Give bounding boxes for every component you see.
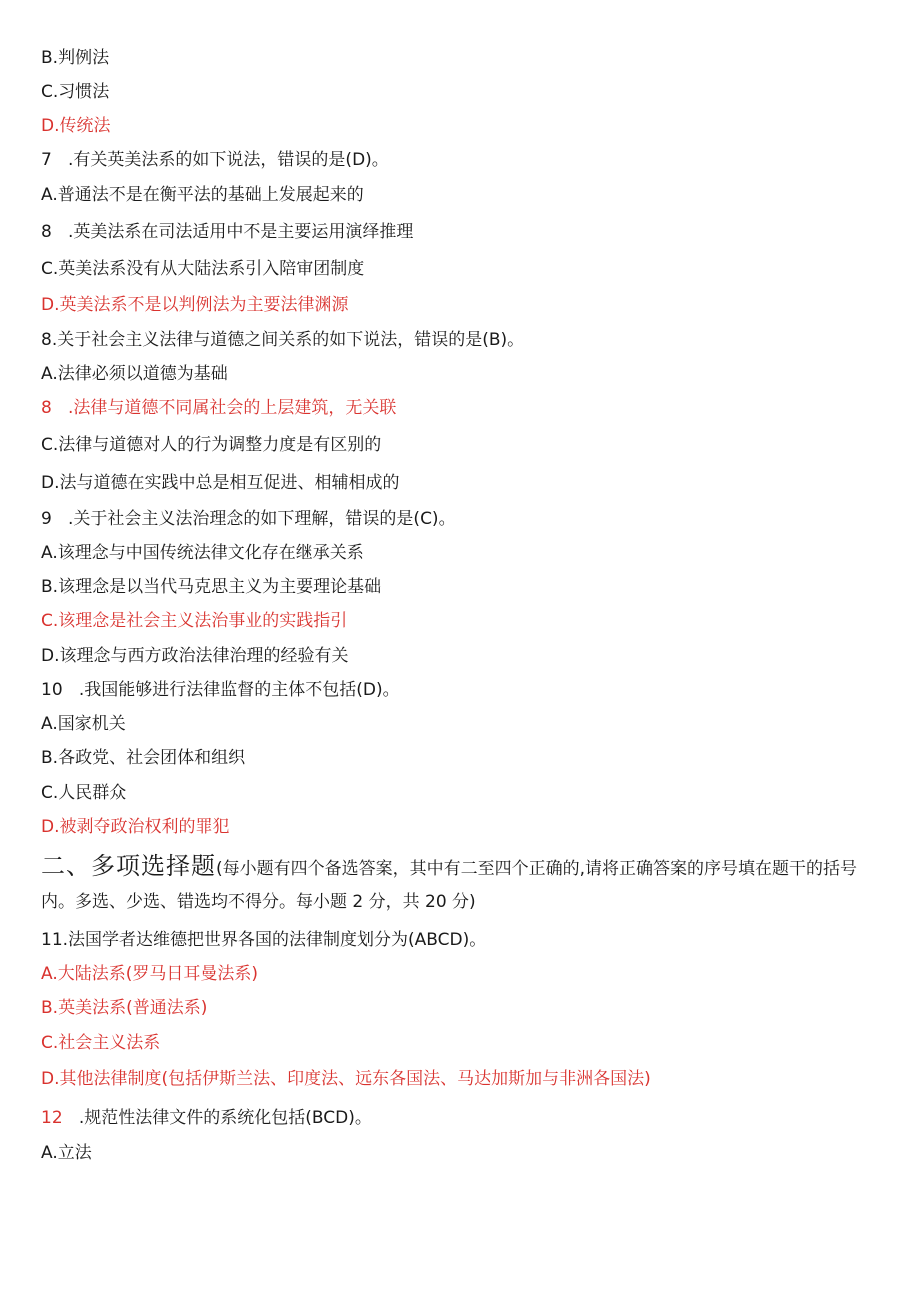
section-note: (每小题有四个备选答案，其中有二至四个正确的,请将正确答案的序号填在题干的括号内。多选、少选、错选均不得分。每小题 2 分，共 20 分) — [41, 859, 858, 912]
option-line: D.该理念与西方政治法律治理的经验有关 — [41, 646, 349, 666]
question-line: 8.关于社会主义法律与道德之间关系的如下说法，错误的是(B)。 — [41, 330, 525, 350]
section-title: 二、多项选择题 — [41, 852, 216, 880]
option-line: A.国家机关 — [41, 714, 126, 734]
answer-line: D.传统法 — [41, 116, 111, 136]
option-line: A.立法 — [41, 1143, 92, 1163]
question-line: 11.法国学者达维德把世界各国的法律制度划分为(ABCD)。 — [41, 930, 487, 950]
question-line: 9 .关于社会主义法治理念的如下理解，错误的是(C)。 — [41, 509, 456, 529]
option-line: 8 .英美法系在司法适用中不是主要运用演绎推理 — [41, 222, 414, 242]
option-line: C.法律与道德对人的行为调整力度是有区别的 — [41, 435, 382, 455]
answer-line: 8 .法律与道德不同属社会的上层建筑，无关联 — [41, 398, 397, 418]
question-line: 10 .我国能够进行法律监督的主体不包括(D)。 — [41, 680, 400, 700]
answer-line: D.英美法系不是以判例法为主要法律渊源 — [41, 295, 349, 315]
question-line: 7 .有关英美法系的如下说法，错误的是(D)。 — [41, 150, 389, 170]
section-heading-block — [41, 850, 886, 919]
option-line: D.法与道德在实践中总是相互促进、相辅相成的 — [41, 473, 400, 493]
option-line: A.普通法不是在衡平法的基础上发展起来的 — [41, 185, 364, 205]
option-line: A.该理念与中国传统法律文化存在继承关系 — [41, 543, 364, 563]
answer-line: D.被剥夺政治权利的罪犯 — [41, 817, 230, 837]
question-text: .规范性法律文件的系统化包括(BCD)。 — [62, 1108, 372, 1128]
option-line: B.判例法 — [41, 48, 110, 68]
question-number-line — [41, 1107, 372, 1129]
answer-line: C.社会主义法系 — [41, 1033, 161, 1053]
option-line: C.人民群众 — [41, 783, 127, 803]
option-line: B.该理念是以当代马克思主义为主要理论基础 — [41, 577, 382, 597]
answer-line: D.其他法律制度(包括伊斯兰法、印度法、远东各国法、马达加斯加与非洲各国法) — [41, 1069, 651, 1089]
question-number: 12 — [41, 1108, 63, 1128]
option-line: B.各政党、社会团体和组织 — [41, 748, 246, 768]
answer-line: A.大陆法系(罗马日耳曼法系) — [41, 964, 258, 984]
option-line: A.法律必须以道德为基础 — [41, 364, 228, 384]
answer-line: C.该理念是社会主义法治事业的实践指引 — [41, 611, 348, 631]
option-line: C.英美法系没有从大陆法系引入陪审团制度 — [41, 259, 365, 279]
answer-line: B.英美法系(普通法系) — [41, 998, 208, 1018]
option-line: C.习惯法 — [41, 82, 110, 102]
